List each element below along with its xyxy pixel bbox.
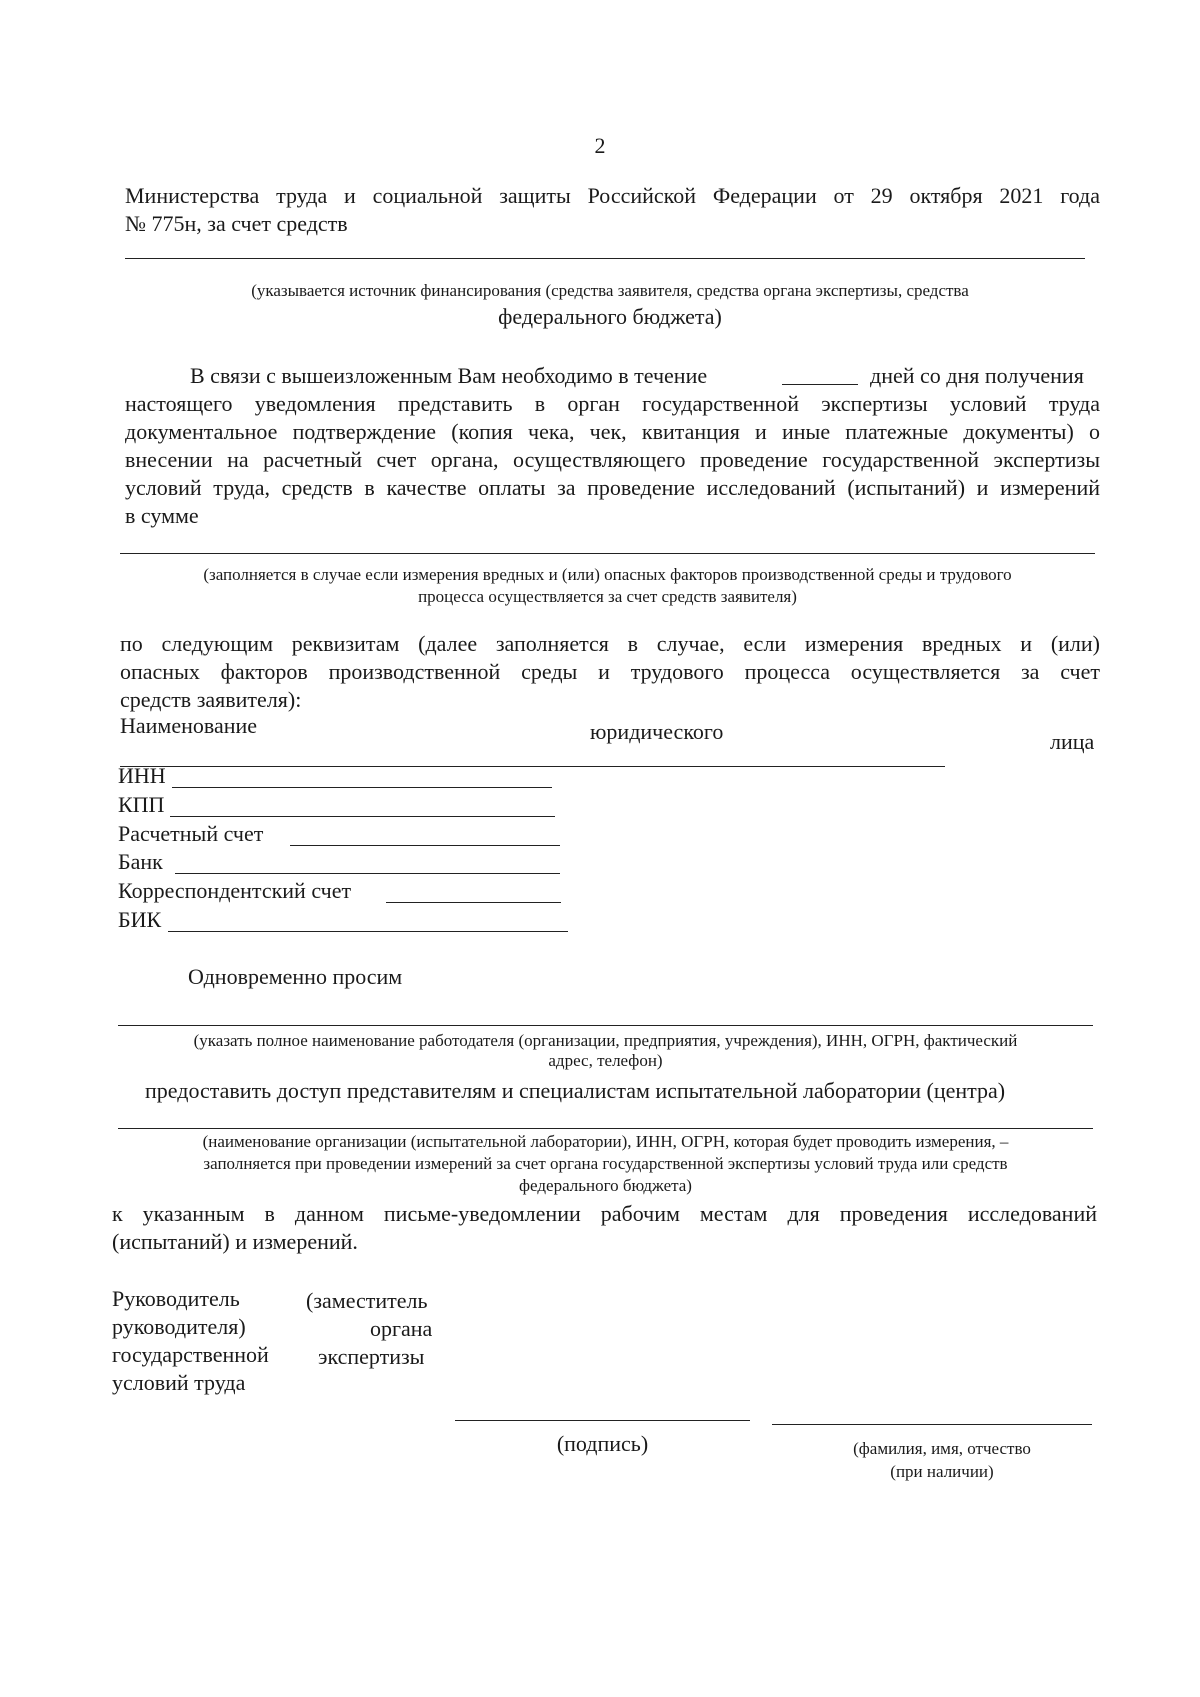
kpp-label: КПП bbox=[118, 792, 165, 817]
corr-account-field[interactable] bbox=[386, 902, 561, 903]
workplaces-line-2: (испытаний) и измерений. bbox=[112, 1229, 358, 1254]
signatory-line-1-b: (заместитель bbox=[306, 1288, 428, 1313]
access-text: предоставить доступ представителям и специалистам испытательной лаборатории (центра) bbox=[145, 1078, 1006, 1103]
employer-field[interactable] bbox=[118, 1025, 1093, 1026]
entity-name-word-3: лица bbox=[1050, 729, 1095, 754]
notice-line-3: документальное подтверждение (копия чека, чек, квитанция и иные платежные документы) о bbox=[125, 419, 1100, 444]
entity-name-word-1: Наименование bbox=[120, 713, 258, 738]
signatory-line-2-b: органа bbox=[370, 1316, 433, 1341]
inn-field[interactable] bbox=[172, 787, 552, 788]
lab-field[interactable] bbox=[118, 1128, 1093, 1129]
signature-label: (подпись) bbox=[556, 1431, 649, 1456]
request-text: Одновременно просим bbox=[188, 964, 403, 989]
notice-line-6: в сумме bbox=[125, 503, 199, 528]
corr-account-label: Корреспондентский счет bbox=[118, 878, 352, 903]
intro-line-1: Министерства труда и социальной защиты Российской Федерации от 29 октября 2021 года bbox=[125, 183, 1100, 208]
signatory-line-4-a: условий труда bbox=[112, 1370, 246, 1395]
entity-name-word-2: юридического bbox=[590, 719, 724, 744]
lab-note-line-1: (наименование организации (испытательной лаборатории), ИНН, ОГРН, которая будет проводить измерения, – bbox=[202, 1132, 1009, 1151]
notice-line-1-start: В связи с вышеизложенным Вам необходимо в течение bbox=[190, 363, 708, 388]
sum-note-line-2: процесса осуществляется за счет средств заявителя) bbox=[418, 587, 797, 606]
signatory-line-3-a: государственной bbox=[112, 1342, 269, 1367]
sum-field[interactable] bbox=[120, 553, 1095, 554]
signatory-line-2-a: руководителя) bbox=[112, 1314, 246, 1339]
signatory-line-3-b: экспертизы bbox=[318, 1344, 425, 1369]
requisites-line-1: по следующим реквизитам (далее заполняется в случае, если измерения вредных и (или) bbox=[120, 631, 1100, 656]
full-name-label-2: (при наличии) bbox=[890, 1462, 994, 1481]
notice-line-5: условий труда, средств в качестве оплаты за проведение исследований (испытаний) и измерений bbox=[125, 475, 1100, 500]
page-number: 2 bbox=[594, 133, 606, 158]
kpp-field[interactable] bbox=[170, 816, 555, 817]
bik-label: БИК bbox=[118, 907, 162, 932]
funding-note-line-2: федерального бюджета) bbox=[498, 304, 722, 329]
funding-source-field[interactable] bbox=[125, 258, 1085, 259]
account-label: Расчетный счет bbox=[118, 821, 264, 846]
requisites-line-3: средств заявителя): bbox=[120, 687, 302, 712]
inn-label: ИНН bbox=[118, 763, 166, 788]
days-field[interactable] bbox=[782, 384, 858, 385]
signature-field[interactable] bbox=[455, 1420, 750, 1421]
bank-label: Банк bbox=[118, 849, 163, 874]
notice-line-1-end: дней со дня получения bbox=[870, 363, 1084, 388]
employer-note-line-2: адрес, телефон) bbox=[548, 1051, 663, 1070]
employer-note-line-1: (указать полное наименование работодателя (организации, предприятия, учреждения), ИНН, ОГРН, фактический bbox=[193, 1031, 1018, 1050]
requisites-line-2: опасных факторов производственной среды и трудового процесса осуществляется за счет bbox=[120, 659, 1100, 684]
notice-line-4: внесении на расчетный счет органа, осуществляющего проведение государственной экспертизы bbox=[125, 447, 1100, 472]
intro-line-2: № 775н, за счет средств bbox=[125, 211, 348, 236]
full-name-field[interactable] bbox=[772, 1424, 1092, 1425]
lab-note-line-2: заполняется при проведении измерений за счет органа государственной экспертизы условий труда или средств bbox=[203, 1154, 1008, 1173]
signatory-line-1-a: Руководитель bbox=[112, 1286, 240, 1311]
bik-field[interactable] bbox=[168, 931, 568, 932]
workplaces-line-1: к указанным в данном письме-уведомлении рабочим местам для проведения исследований bbox=[112, 1201, 1097, 1226]
funding-note-line-1: (указывается источник финансирования (средства заявителя, средства органа экспертизы, средства bbox=[251, 281, 969, 300]
full-name-label-1: (фамилия, имя, отчество bbox=[853, 1439, 1031, 1458]
account-field[interactable] bbox=[290, 845, 560, 846]
notice-line-2: настоящего уведомления представить в орган государственной экспертизы условий труда bbox=[125, 391, 1100, 416]
sum-note-line-1: (заполняется в случае если измерения вредных и (или) опасных факторов производственной среды и трудового bbox=[203, 565, 1012, 584]
bank-field[interactable] bbox=[175, 873, 560, 874]
lab-note-line-3: федерального бюджета) bbox=[519, 1176, 692, 1195]
entity-name-field[interactable] bbox=[120, 766, 945, 767]
